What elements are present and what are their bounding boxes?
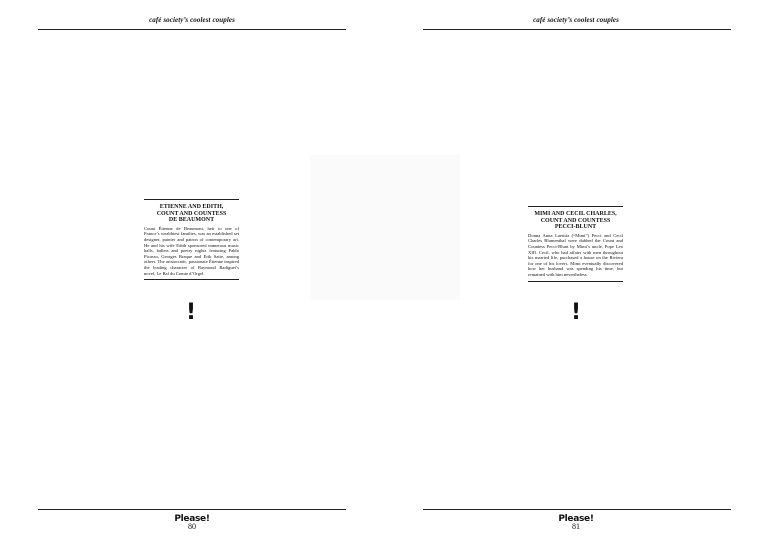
entry-body: Count Étienne de Beaumont, heir to one of France’s wealthiest families, was an established set designer, painter and patron of contemporary art. He and his wife Edith sponsored numerous music halls, ballets and poetry nights featuring Pablo Picasso, Georges Braque and Erik Satie, among others. The aristocratic, passionate Étienne inspired the leading character of Raymond Radiguet’s novel, Le Bal du Comte d’Orgel. [144, 225, 239, 276]
entry-heading-line: MIMI AND CECIL CHARLES, [534, 211, 617, 217]
entry-bottom-rule [528, 281, 623, 282]
exclamation-mark: ! [186, 300, 197, 325]
right-page [384, 0, 768, 540]
entry-top-rule [528, 206, 623, 207]
header-rule [38, 29, 346, 30]
exclamation-mark: ! [571, 300, 582, 325]
folio-brand: Please! [174, 514, 210, 524]
footer-rule [38, 509, 346, 510]
entry-heading-line: DE BEAUMONT [168, 217, 215, 224]
couple-entry-beaumont [144, 199, 239, 280]
couple-entry-pecci-blunt [528, 206, 623, 282]
entry-heading [144, 204, 239, 224]
page-number: 81 [572, 522, 580, 531]
entry-heading-line: ETIENNE AND EDITH, [159, 204, 224, 210]
entry-heading-line: COUNT AND COUNTESS [540, 217, 611, 224]
running-head: café society’s coolest couples [533, 16, 619, 24]
entry-heading-line: PECCI-BLUNT [554, 224, 597, 231]
footer-rule [423, 509, 731, 510]
entry-heading [528, 211, 623, 231]
entry-body: Donna Anna Laetitia (“Mimi”) Pecci and Cecil Charles Blumenthal were dubbed the Count and Countess Pecci-Blunt by Mimi’s uncle, Pope Leo XIII. Cecil, who had affairs with men throughout his married life, purchased a house on the Riviera for one of his lovers. Mimi eventually discovered how her husband was spending his time, but remained with him nevertheless. [528, 232, 623, 277]
header-rule [423, 29, 731, 30]
entry-top-rule [144, 199, 239, 200]
running-head: café society’s coolest couples [149, 16, 235, 24]
entry-heading-line: COUNT AND COUNTESS [156, 210, 227, 217]
entry-bottom-rule [144, 279, 239, 280]
page-number: 80 [188, 522, 196, 531]
folio-brand: Please! [558, 514, 594, 524]
